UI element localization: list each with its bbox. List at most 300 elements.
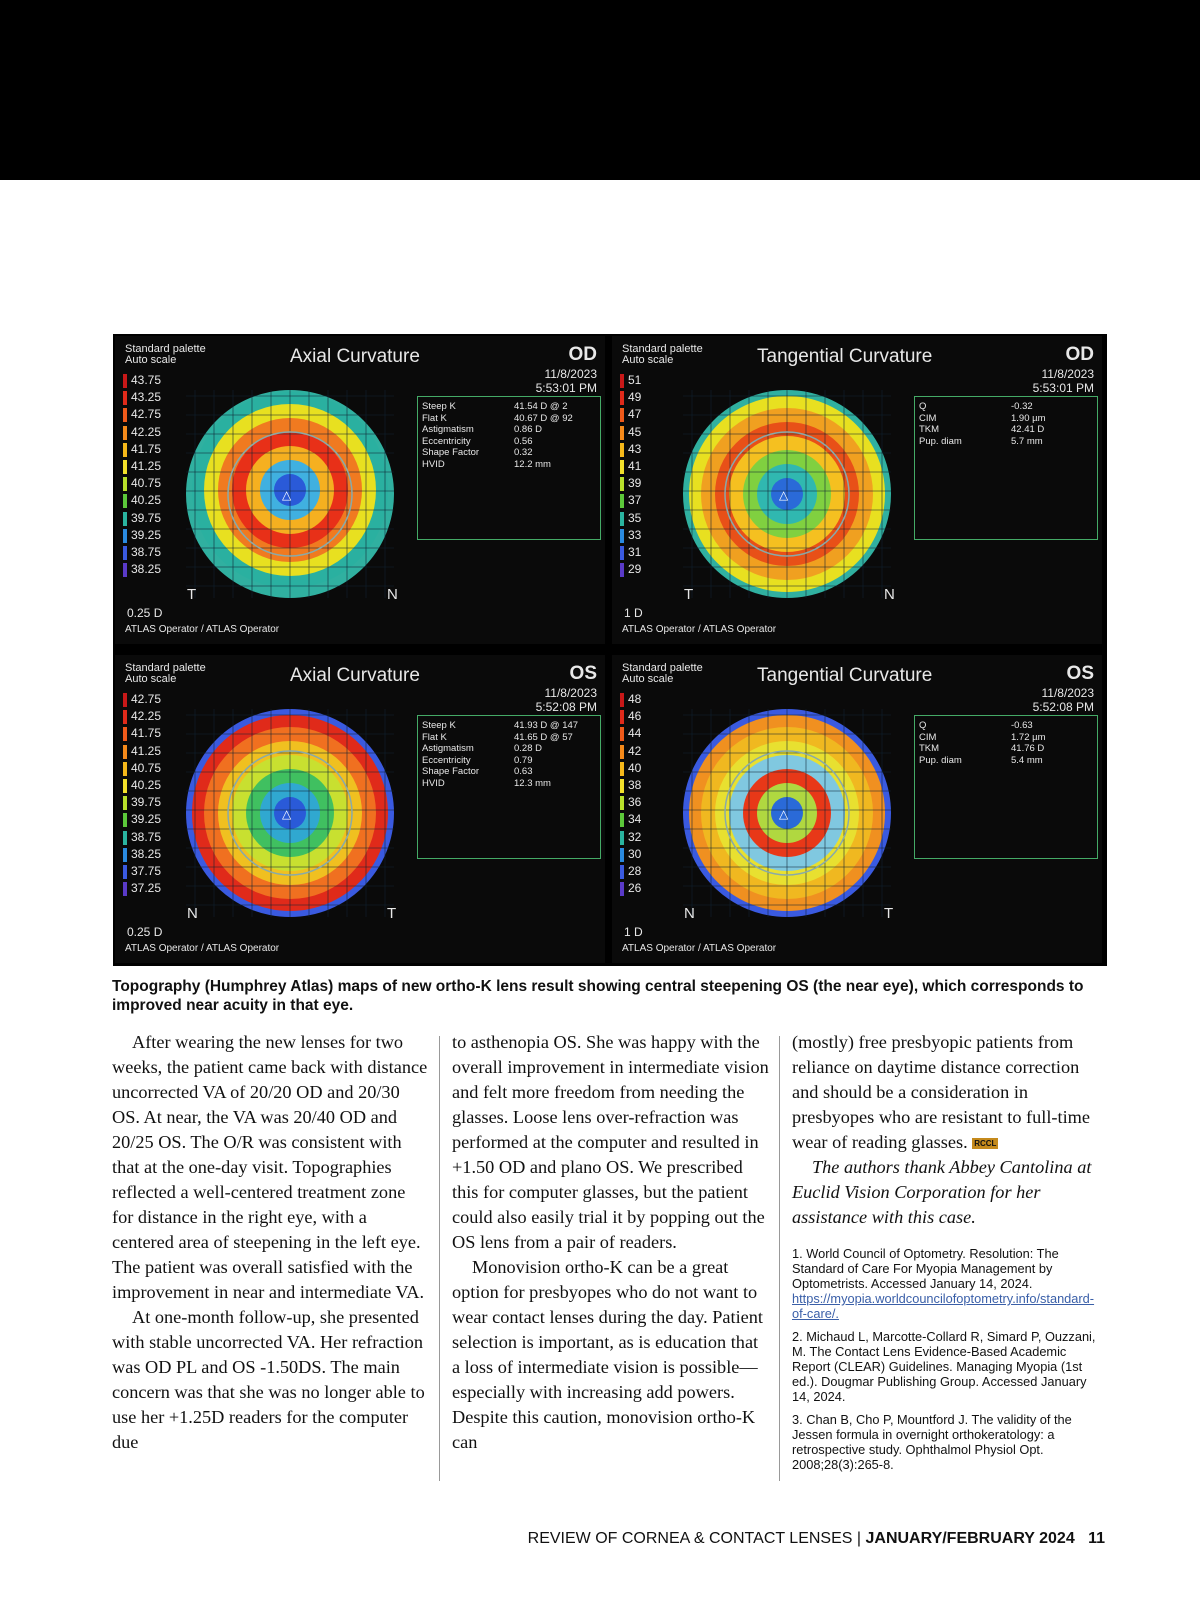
scale-value bbox=[626, 372, 641, 389]
direction-right: T bbox=[387, 905, 397, 922]
autoscale-label: Auto scale bbox=[622, 673, 674, 685]
info-row bbox=[422, 413, 594, 425]
info-box bbox=[417, 715, 601, 859]
scale-value bbox=[129, 760, 161, 777]
time: 5:52:08 PM bbox=[535, 700, 597, 714]
info-value: 0.56 bbox=[514, 435, 533, 447]
scale-swatch bbox=[123, 693, 127, 707]
palette-label bbox=[125, 663, 206, 685]
scale-swatch bbox=[123, 796, 127, 810]
info-key: TKM bbox=[919, 424, 940, 435]
info-row bbox=[919, 720, 1091, 732]
scale-value bbox=[129, 475, 161, 492]
info-row bbox=[422, 778, 594, 790]
info-key: Pup. diam bbox=[919, 754, 962, 766]
scale-value-text: 41.75 bbox=[131, 726, 162, 741]
scale-value-text: 38.75 bbox=[131, 545, 162, 560]
scale-value-text: 42.75 bbox=[131, 407, 162, 422]
scale-value bbox=[626, 424, 641, 441]
scale-value-text: 45 bbox=[628, 424, 642, 439]
info-value: 5.4 mm bbox=[1011, 754, 1043, 766]
scale-value-text: 37.25 bbox=[131, 881, 162, 896]
info-row bbox=[919, 732, 1091, 744]
operator-label: ATLAS Operator / ATLAS Operator bbox=[125, 943, 280, 954]
direction-left: T bbox=[187, 586, 197, 603]
scale-swatch bbox=[620, 727, 624, 741]
info-key: Q bbox=[919, 401, 927, 412]
scale-value bbox=[626, 880, 641, 897]
panel-os-axial bbox=[115, 655, 605, 963]
scale-swatch bbox=[620, 710, 624, 724]
scale-value bbox=[626, 846, 641, 863]
scale-value bbox=[626, 691, 641, 708]
info-value: 41.76 D bbox=[1011, 743, 1045, 754]
scale-value-text: 39.25 bbox=[131, 812, 162, 827]
scale-swatch bbox=[123, 512, 127, 526]
scale-value-text: 31 bbox=[628, 545, 642, 560]
scale-swatch bbox=[620, 796, 624, 810]
rccl-end-mark: RCCL bbox=[974, 1139, 997, 1149]
scale-swatch bbox=[620, 426, 624, 440]
scale-value-text: 28 bbox=[628, 864, 642, 879]
scale-value bbox=[129, 880, 161, 897]
scale-value bbox=[626, 777, 641, 794]
info-list bbox=[422, 720, 594, 789]
scale-swatch bbox=[620, 831, 624, 845]
column-2 bbox=[452, 1030, 770, 1455]
scale-swatch bbox=[620, 563, 624, 577]
column-3 bbox=[792, 1030, 1104, 1480]
paragraph: After wearing the new lenses for two weeks, the patient came back with distance uncorrected VA of 20/20 OD and 20/30 OS. At near, the VA was 20/40 OD and 20/25 OS. The O/R was consistent with that at the one-day visit. Topographies reflected a well-centered treatment zone for distance in the right eye, with a centered area of steepening in the left eye. The patient was overall satisfied with the improvement in near and intermediate VA. bbox=[112, 1032, 428, 1302]
info-value: 0.86 D bbox=[514, 424, 542, 435]
scale-value bbox=[129, 510, 161, 527]
page-number: 11 bbox=[1088, 1530, 1105, 1547]
scale-value bbox=[626, 510, 641, 527]
scale-swatch bbox=[620, 848, 624, 862]
scale-swatch bbox=[620, 374, 624, 388]
scale-value bbox=[129, 372, 161, 389]
date: 11/8/2023 bbox=[1041, 686, 1094, 700]
top-black-banner bbox=[0, 0, 1200, 180]
info-value: 40.67 D @ 92 bbox=[514, 412, 573, 424]
footer-separator: | bbox=[852, 1530, 866, 1547]
info-value: 0.32 bbox=[514, 447, 533, 458]
scale-value-text: 29 bbox=[628, 562, 642, 577]
scale-value bbox=[129, 863, 161, 880]
date: 11/8/2023 bbox=[1041, 367, 1094, 381]
scale-value-text: 43 bbox=[628, 441, 642, 456]
acknowledgment: The authors thank Abbey Cantolina at Euclid Vision Corporation for her assistance with this case. bbox=[792, 1157, 1092, 1227]
scale-swatch bbox=[123, 848, 127, 862]
scale-swatch bbox=[123, 460, 127, 474]
scale-value-text: 35 bbox=[628, 510, 642, 525]
info-row bbox=[919, 413, 1091, 425]
panel-od-axial bbox=[115, 336, 605, 644]
info-value: 5.7 mm bbox=[1011, 435, 1043, 447]
scale-swatch bbox=[123, 727, 127, 741]
scale-value-text: 37.75 bbox=[131, 864, 162, 879]
info-row bbox=[422, 424, 594, 436]
scale-value bbox=[626, 527, 641, 544]
scale-swatch bbox=[123, 529, 127, 543]
figure-caption: Topography (Humphrey Atlas) maps of new ortho-K lens result showing central steepening OS (the near eye), which corresponds to improved near acuity in that eye. bbox=[112, 978, 1084, 1014]
info-key: Steep K bbox=[422, 401, 456, 412]
map-title: Axial Curvature bbox=[290, 346, 420, 367]
paragraph: to asthenopia OS. She was happy with the overall improvement in intermediate vision and felt more freedom from needing the glasses. Loose lens over-refraction was performed at the computer and resulted in +1.50 OD and plano OS. We prescribed this for computer glasses, but the patient could also easily trial it by popping out the OS lens from a pair of readers. bbox=[452, 1032, 769, 1252]
scale-value bbox=[129, 691, 161, 708]
scale-swatch bbox=[620, 546, 624, 560]
scale-value-text: 26 bbox=[628, 881, 642, 896]
reference-link[interactable]: https://myopia.worldcouncilofoptometry.info/standard-of-care/. bbox=[792, 1291, 1095, 1321]
center-marker: △ bbox=[282, 807, 292, 821]
topography-figure bbox=[113, 334, 1107, 966]
scale-swatch bbox=[123, 762, 127, 776]
reference-text: 1. World Council of Optometry. Resolution: The Standard of Care For Myopia Management by Optometrists. Accessed January 14, 2024. bbox=[792, 1246, 1059, 1291]
info-box bbox=[914, 715, 1098, 859]
info-value: -0.32 bbox=[1011, 401, 1033, 412]
info-key: Astigmatism bbox=[422, 743, 474, 754]
palette-name: Standard palette bbox=[125, 662, 206, 674]
scale-value-text: 41 bbox=[628, 459, 642, 474]
info-row bbox=[919, 436, 1091, 448]
scale-value bbox=[626, 760, 641, 777]
info-key: Eccentricity bbox=[422, 435, 471, 447]
scale-value-text: 39.75 bbox=[131, 510, 162, 525]
date: 11/8/2023 bbox=[544, 367, 597, 381]
autoscale-label: Auto scale bbox=[622, 354, 674, 366]
scale-swatch bbox=[123, 546, 127, 560]
operator-label: ATLAS Operator / ATLAS Operator bbox=[622, 943, 777, 954]
scale-value bbox=[129, 725, 161, 742]
scale-swatch bbox=[123, 882, 127, 896]
center-marker: △ bbox=[779, 807, 789, 821]
info-key: TKM bbox=[919, 743, 940, 754]
color-scale bbox=[626, 372, 641, 578]
scale-value-text: 41.25 bbox=[131, 743, 162, 758]
info-value: 1.72 µm bbox=[1011, 731, 1046, 743]
scale-step: 1 D bbox=[624, 606, 643, 620]
scale-value bbox=[129, 389, 161, 406]
scale-value-text: 36 bbox=[628, 795, 642, 810]
scale-swatch bbox=[620, 477, 624, 491]
scale-value bbox=[129, 743, 161, 760]
info-value: 41.54 D @ 2 bbox=[514, 401, 568, 412]
scale-value-text: 48 bbox=[628, 692, 642, 706]
scale-value bbox=[626, 708, 641, 725]
scale-value bbox=[626, 743, 641, 760]
scale-swatch bbox=[123, 813, 127, 827]
palette-name: Standard palette bbox=[622, 662, 703, 674]
info-value: 41.93 D @ 147 bbox=[514, 720, 579, 731]
info-key: Flat K bbox=[422, 412, 447, 424]
info-key: Shape Factor bbox=[422, 447, 480, 458]
info-row bbox=[422, 732, 594, 744]
timestamp bbox=[1033, 686, 1094, 714]
timestamp bbox=[1033, 367, 1094, 395]
scale-value-text: 43.75 bbox=[131, 373, 162, 387]
scale-value-text: 39.75 bbox=[131, 795, 162, 810]
scale-swatch bbox=[123, 374, 127, 388]
scale-value bbox=[626, 863, 641, 880]
info-value: 12.2 mm bbox=[514, 458, 551, 470]
scale-value bbox=[129, 846, 161, 863]
operator-label: ATLAS Operator / ATLAS Operator bbox=[622, 624, 777, 635]
info-key: Eccentricity bbox=[422, 754, 471, 766]
scale-value bbox=[129, 829, 161, 846]
scale-value bbox=[626, 441, 641, 458]
scale-value-text: 41.75 bbox=[131, 441, 162, 456]
scale-value bbox=[626, 406, 641, 423]
column-1 bbox=[112, 1030, 430, 1455]
scale-value-text: 38.25 bbox=[131, 846, 162, 861]
topography-map bbox=[672, 695, 902, 925]
scale-value-text: 42 bbox=[628, 743, 642, 758]
topography-map bbox=[672, 376, 902, 606]
eye-label: OS bbox=[569, 663, 597, 684]
info-list bbox=[919, 720, 1091, 766]
scale-value bbox=[129, 777, 161, 794]
scale-value bbox=[129, 424, 161, 441]
info-row bbox=[919, 755, 1091, 767]
info-value: 1.90 µm bbox=[1011, 412, 1046, 424]
scale-value bbox=[626, 389, 641, 406]
topography-map bbox=[175, 695, 405, 925]
reference-2: 2. Michaud L, Marcotte-Collard R, Simard P, Ouzzani, M. The Contact Lens Evidence-Based Academic Report (CLEAR) Guidelines. Managing Myopia (1st ed.). Dougmar Publishing Group. Accessed January 14, 2024. bbox=[792, 1329, 1096, 1404]
scale-swatch bbox=[620, 391, 624, 405]
scale-value-text: 46 bbox=[628, 709, 642, 724]
palette-name: Standard palette bbox=[125, 343, 206, 355]
color-scale bbox=[626, 691, 641, 897]
info-row bbox=[422, 766, 594, 778]
scale-value bbox=[129, 441, 161, 458]
scale-swatch bbox=[123, 779, 127, 793]
scale-value bbox=[129, 708, 161, 725]
scale-value bbox=[626, 794, 641, 811]
scale-value bbox=[626, 492, 641, 509]
info-key: Pup. diam bbox=[919, 435, 962, 447]
scale-value-text: 40.75 bbox=[131, 760, 162, 775]
topography-map bbox=[175, 376, 405, 606]
info-value: 41.65 D @ 57 bbox=[514, 731, 573, 743]
center-marker: △ bbox=[282, 488, 292, 502]
color-scale bbox=[129, 691, 161, 897]
scale-value bbox=[626, 458, 641, 475]
scale-value-text: 40.25 bbox=[131, 493, 162, 508]
info-value: 42.41 D bbox=[1011, 424, 1045, 435]
scale-swatch bbox=[620, 882, 624, 896]
scale-swatch bbox=[620, 460, 624, 474]
scale-value-text: 47 bbox=[628, 407, 642, 422]
palette-label bbox=[125, 344, 206, 366]
info-key: Flat K bbox=[422, 731, 447, 743]
scale-value bbox=[129, 794, 161, 811]
center-marker: △ bbox=[779, 488, 789, 502]
scale-swatch bbox=[620, 865, 624, 879]
scale-value-text: 51 bbox=[628, 373, 642, 387]
scale-value bbox=[626, 561, 641, 578]
info-value: -0.63 bbox=[1011, 720, 1033, 731]
scale-value-text: 33 bbox=[628, 527, 642, 542]
eye-label: OD bbox=[1065, 344, 1094, 365]
scale-value-text: 42.25 bbox=[131, 424, 162, 439]
scale-value-text: 40 bbox=[628, 760, 642, 775]
direction-right: N bbox=[387, 586, 398, 603]
info-key: Steep K bbox=[422, 720, 456, 731]
scale-value-text: 38.25 bbox=[131, 562, 162, 577]
info-row bbox=[919, 424, 1091, 436]
info-row bbox=[919, 401, 1091, 413]
scale-value-text: 38.75 bbox=[131, 829, 162, 844]
page-footer bbox=[528, 1530, 1105, 1548]
direction-right: T bbox=[884, 905, 894, 922]
time: 5:52:08 PM bbox=[1032, 700, 1094, 714]
scale-swatch bbox=[123, 408, 127, 422]
palette-label bbox=[622, 663, 703, 685]
info-key: CIM bbox=[919, 412, 937, 424]
info-box bbox=[417, 396, 601, 540]
scale-value-text: 37 bbox=[628, 493, 642, 508]
scale-swatch bbox=[620, 529, 624, 543]
info-key: CIM bbox=[919, 731, 937, 743]
scale-value bbox=[626, 811, 641, 828]
scale-swatch bbox=[620, 779, 624, 793]
scale-swatch bbox=[123, 477, 127, 491]
info-row bbox=[422, 459, 594, 471]
autoscale-label: Auto scale bbox=[125, 354, 177, 366]
scale-swatch bbox=[123, 391, 127, 405]
eye-label: OD bbox=[568, 344, 597, 365]
scale-swatch bbox=[123, 710, 127, 724]
scale-value-text: 39.25 bbox=[131, 527, 162, 542]
time: 5:53:01 PM bbox=[535, 381, 597, 395]
scale-swatch bbox=[620, 762, 624, 776]
scale-value-text: 40.75 bbox=[131, 476, 162, 491]
scale-step: 0.25 D bbox=[127, 606, 163, 620]
info-key: Astigmatism bbox=[422, 424, 474, 435]
scale-swatch bbox=[123, 831, 127, 845]
scale-value bbox=[129, 811, 161, 828]
scale-swatch bbox=[620, 408, 624, 422]
scale-value-text: 39 bbox=[628, 476, 642, 491]
scale-swatch bbox=[123, 443, 127, 457]
issue-date: JANUARY/FEBRUARY 2024 bbox=[865, 1530, 1075, 1547]
info-value: 0.28 D bbox=[514, 743, 542, 754]
scale-value-text: 38 bbox=[628, 778, 642, 793]
info-row bbox=[919, 743, 1091, 755]
scale-value-text: 44 bbox=[628, 726, 642, 741]
scale-swatch bbox=[123, 426, 127, 440]
scale-value-text: 49 bbox=[628, 390, 642, 405]
panel-od-tangential bbox=[612, 336, 1102, 644]
scale-value bbox=[129, 406, 161, 423]
scale-value bbox=[626, 829, 641, 846]
paragraph-text: (mostly) free presbyopic patients from reliance on daytime distance correction and should be a consideration in presbyopes who are resistant to full-time wear of reading glasses. bbox=[792, 1032, 1091, 1152]
scale-value-text: 42.75 bbox=[131, 692, 162, 706]
palette-label bbox=[622, 344, 703, 366]
scale-swatch bbox=[123, 865, 127, 879]
info-box bbox=[914, 396, 1098, 540]
scale-value-text: 43.25 bbox=[131, 390, 162, 405]
scale-value bbox=[129, 527, 161, 544]
timestamp bbox=[536, 367, 597, 395]
direction-left: T bbox=[684, 586, 694, 603]
scale-swatch bbox=[123, 494, 127, 508]
scale-value-text: 40.25 bbox=[131, 778, 162, 793]
scale-swatch bbox=[620, 512, 624, 526]
direction-left: N bbox=[187, 905, 198, 922]
scale-swatch bbox=[620, 745, 624, 759]
scale-swatch bbox=[123, 563, 127, 577]
scale-value bbox=[129, 561, 161, 578]
scale-value-text: 41.25 bbox=[131, 459, 162, 474]
scale-value bbox=[129, 544, 161, 561]
info-row bbox=[422, 720, 594, 732]
info-row bbox=[422, 447, 594, 459]
info-list bbox=[919, 401, 1091, 447]
info-row bbox=[422, 743, 594, 755]
reference-3: 3. Chan B, Cho P, Mountford J. The validity of the Jessen formula in overnight orthokeratology: a retrospective study. Ophthalmol Physiol Opt. 2008;28(3):265-8. bbox=[792, 1412, 1072, 1472]
column-divider bbox=[779, 1036, 780, 1481]
scale-swatch bbox=[620, 494, 624, 508]
map-title: Tangential Curvature bbox=[757, 346, 933, 367]
scale-step: 0.25 D bbox=[127, 925, 163, 939]
direction-right: N bbox=[884, 586, 895, 603]
info-value: 0.79 bbox=[514, 754, 533, 766]
scale-value bbox=[626, 725, 641, 742]
panel-os-tangential bbox=[612, 655, 1102, 963]
scale-value-text: 42.25 bbox=[131, 709, 162, 724]
references bbox=[792, 1246, 1104, 1472]
paragraph: Monovision ortho-K can be a great option for presbyopes who do not want to wear contact lenses during the day. Patient selection is important, as is education that a loss of intermediate vision is possible—especially with increasing add powers. Despite this caution, monovision ortho-K can bbox=[452, 1257, 764, 1452]
color-scale bbox=[129, 372, 161, 578]
direction-left: N bbox=[684, 905, 695, 922]
paragraph: At one-month follow-up, she presented with stable uncorrected VA. Her refraction was OD PL and OS -1.50DS. The main concern was that she was no longer able to use her +1.25D readers for the computer due bbox=[112, 1307, 425, 1452]
time: 5:53:01 PM bbox=[1032, 381, 1094, 395]
operator-label: ATLAS Operator / ATLAS Operator bbox=[125, 624, 280, 635]
scale-swatch bbox=[620, 693, 624, 707]
scale-value bbox=[626, 475, 641, 492]
scale-step: 1 D bbox=[624, 925, 643, 939]
reference-1 bbox=[792, 1246, 1104, 1321]
info-value: 0.63 bbox=[514, 766, 533, 777]
info-key: Shape Factor bbox=[422, 766, 480, 777]
scale-value bbox=[129, 492, 161, 509]
info-row bbox=[422, 436, 594, 448]
info-key: HVID bbox=[422, 777, 445, 789]
info-key: HVID bbox=[422, 458, 445, 470]
scale-value-text: 32 bbox=[628, 829, 642, 844]
scale-value-text: 34 bbox=[628, 812, 642, 827]
eye-label: OS bbox=[1066, 663, 1094, 684]
info-row bbox=[422, 401, 594, 413]
map-title: Axial Curvature bbox=[290, 665, 420, 686]
paragraph bbox=[792, 1030, 1104, 1155]
scale-swatch bbox=[620, 813, 624, 827]
info-value: 12.3 mm bbox=[514, 777, 551, 789]
info-list bbox=[422, 401, 594, 470]
timestamp bbox=[536, 686, 597, 714]
map-title: Tangential Curvature bbox=[757, 665, 933, 686]
scale-value bbox=[626, 544, 641, 561]
palette-name: Standard palette bbox=[622, 343, 703, 355]
scale-swatch bbox=[620, 443, 624, 457]
info-row bbox=[422, 755, 594, 767]
info-key: Q bbox=[919, 720, 927, 731]
journal-name: REVIEW OF CORNEA & CONTACT LENSES bbox=[527, 1530, 853, 1547]
scale-value bbox=[129, 458, 161, 475]
scale-swatch bbox=[123, 745, 127, 759]
column-divider bbox=[439, 1036, 440, 1481]
